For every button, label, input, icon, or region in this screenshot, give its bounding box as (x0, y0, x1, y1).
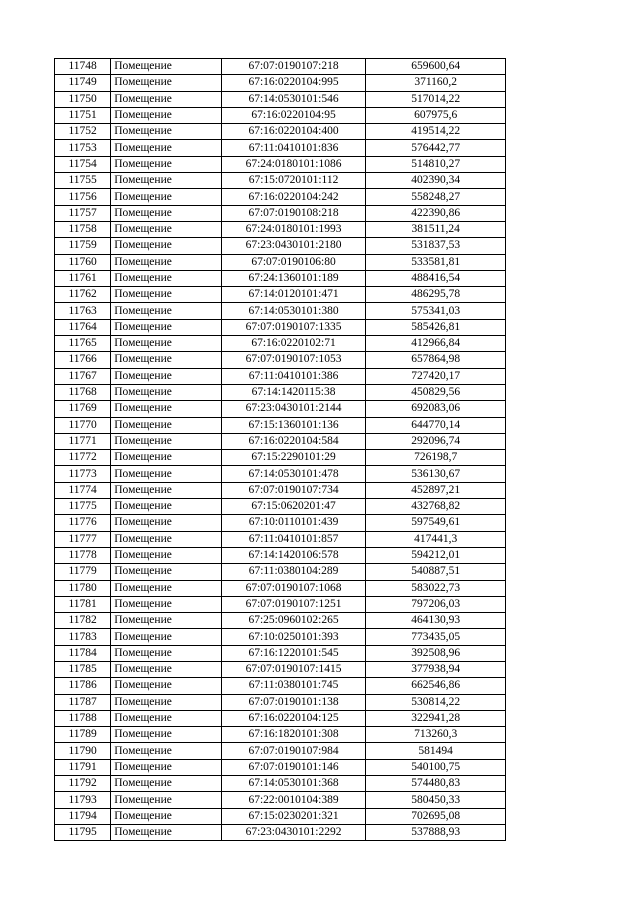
object-type-cell: Помещение (111, 515, 221, 531)
cadastral-number-cell: 67:14:0530101:368 (221, 776, 366, 792)
object-type-cell: Помещение (111, 433, 221, 449)
cadastral-number-cell: 67:16:0220104:242 (221, 189, 366, 205)
table-row (55, 710, 506, 726)
table-row (55, 661, 506, 677)
cadastral-number-cell: 67:23:0430101:2292 (221, 824, 366, 840)
object-type-cell: Помещение (111, 238, 221, 254)
cadastral-number-cell: 67:11:0380101:745 (221, 678, 366, 694)
object-type-cell: Помещение (111, 678, 221, 694)
object-type-cell: Помещение (111, 792, 221, 808)
object-type-cell: Помещение (111, 596, 221, 612)
table-row (55, 531, 506, 547)
cadastral-number-cell: 67:10:0110101:439 (221, 515, 366, 531)
cadastral-value-cell: 377938,94 (366, 661, 506, 677)
cadastral-number-cell: 67:07:0190106:80 (221, 254, 366, 270)
row-number-cell: 11766 (55, 352, 111, 368)
cadastral-value-cell: 292096,74 (366, 433, 506, 449)
cadastral-number-cell: 67:14:0530101:478 (221, 466, 366, 482)
object-type-cell: Помещение (111, 661, 221, 677)
cadastral-number-cell: 67:16:0220104:995 (221, 75, 366, 91)
object-type-cell: Помещение (111, 352, 221, 368)
table-row (55, 238, 506, 254)
cadastral-number-cell: 67:11:0410101:857 (221, 531, 366, 547)
cadastral-value-cell: 488416,54 (366, 270, 506, 286)
cadastral-number-cell: 67:25:0960102:265 (221, 613, 366, 629)
cadastral-number-cell: 67:24:1360101:189 (221, 270, 366, 286)
table-row (55, 91, 506, 107)
object-type-cell: Помещение (111, 417, 221, 433)
cadastral-number-cell: 67:16:0220104:400 (221, 124, 366, 140)
cadastral-value-cell: 464130,93 (366, 613, 506, 629)
cadastral-number-cell: 67:14:1420115:38 (221, 384, 366, 400)
table-row (55, 254, 506, 270)
cadastral-number-cell: 67:07:0190107:1335 (221, 319, 366, 335)
cadastral-value-cell: 597549,61 (366, 515, 506, 531)
object-type-cell: Помещение (111, 824, 221, 840)
row-number-cell: 11756 (55, 189, 111, 205)
cadastral-value-cell: 381511,24 (366, 221, 506, 237)
row-number-cell: 11793 (55, 792, 111, 808)
cadastral-value-cell: 537888,93 (366, 824, 506, 840)
cadastral-value-cell: 576442,77 (366, 140, 506, 156)
object-type-cell: Помещение (111, 450, 221, 466)
row-number-cell: 11763 (55, 303, 111, 319)
cadastral-value-cell: 392508,96 (366, 645, 506, 661)
cadastral-number-cell: 67:15:2290101:29 (221, 450, 366, 466)
row-number-cell: 11788 (55, 710, 111, 726)
object-type-cell: Помещение (111, 75, 221, 91)
table-row (55, 221, 506, 237)
table-row (55, 629, 506, 645)
cadastral-value-cell: 692083,06 (366, 401, 506, 417)
cadastral-value-cell: 514810,27 (366, 156, 506, 172)
table-body (55, 59, 506, 841)
row-number-cell: 11762 (55, 287, 111, 303)
cadastral-value-cell: 644770,14 (366, 417, 506, 433)
object-type-cell: Помещение (111, 124, 221, 140)
object-type-cell: Помещение (111, 580, 221, 596)
cadastral-value-cell: 531837,53 (366, 238, 506, 254)
cadastral-value-cell: 533581,81 (366, 254, 506, 270)
cadastral-number-cell: 67:07:0190107:984 (221, 743, 366, 759)
object-type-cell: Помещение (111, 189, 221, 205)
table-row (55, 270, 506, 286)
row-number-cell: 11784 (55, 645, 111, 661)
object-type-cell: Помещение (111, 270, 221, 286)
cadastral-value-cell: 322941,28 (366, 710, 506, 726)
table-row (55, 59, 506, 75)
cadastral-value-cell: 773435,05 (366, 629, 506, 645)
table-row (55, 107, 506, 123)
cadastral-number-cell: 67:14:0530101:546 (221, 91, 366, 107)
cadastral-value-cell: 702695,08 (366, 808, 506, 824)
table-row (55, 727, 506, 743)
table-row (55, 466, 506, 482)
object-type-cell: Помещение (111, 613, 221, 629)
row-number-cell: 11771 (55, 433, 111, 449)
cadastral-number-cell: 67:16:0220104:95 (221, 107, 366, 123)
cadastral-number-cell: 67:15:0720101:112 (221, 173, 366, 189)
table-row (55, 417, 506, 433)
table-row (55, 808, 506, 824)
cadastral-number-cell: 67:16:0220104:584 (221, 433, 366, 449)
cadastral-number-cell: 67:11:0410101:836 (221, 140, 366, 156)
row-number-cell: 11774 (55, 482, 111, 498)
cadastral-value-cell: 713260,3 (366, 727, 506, 743)
table-row (55, 368, 506, 384)
cadastral-number-cell: 67:07:0190108:218 (221, 205, 366, 221)
object-type-cell: Помещение (111, 287, 221, 303)
cadastral-value-cell: 575341,03 (366, 303, 506, 319)
cadastral-value-cell: 540100,75 (366, 759, 506, 775)
cadastral-number-cell: 67:16:0220102:71 (221, 336, 366, 352)
row-number-cell: 11779 (55, 564, 111, 580)
cadastral-number-cell: 67:14:0120101:471 (221, 287, 366, 303)
row-number-cell: 11772 (55, 450, 111, 466)
table-row (55, 173, 506, 189)
row-number-cell: 11773 (55, 466, 111, 482)
row-number-cell: 11789 (55, 727, 111, 743)
cadastral-value-cell: 657864,98 (366, 352, 506, 368)
table-row (55, 303, 506, 319)
cadastral-value-cell: 536130,67 (366, 466, 506, 482)
object-type-cell: Помещение (111, 694, 221, 710)
row-number-cell: 11755 (55, 173, 111, 189)
cadastral-number-cell: 67:07:0190107:1251 (221, 596, 366, 612)
row-number-cell: 11795 (55, 824, 111, 840)
object-type-cell: Помещение (111, 336, 221, 352)
row-number-cell: 11787 (55, 694, 111, 710)
cadastral-value-cell: 432768,82 (366, 499, 506, 515)
table-row (55, 189, 506, 205)
row-number-cell: 11775 (55, 499, 111, 515)
cadastral-number-cell: 67:07:0190107:1068 (221, 580, 366, 596)
row-number-cell: 11791 (55, 759, 111, 775)
table-row (55, 140, 506, 156)
cadastral-value-cell: 486295,78 (366, 287, 506, 303)
object-type-cell: Помещение (111, 629, 221, 645)
row-number-cell: 11794 (55, 808, 111, 824)
object-type-cell: Помещение (111, 808, 221, 824)
object-type-cell: Помещение (111, 173, 221, 189)
row-number-cell: 11786 (55, 678, 111, 694)
table-row (55, 564, 506, 580)
cadastral-number-cell: 67:23:0430101:2180 (221, 238, 366, 254)
table-row (55, 580, 506, 596)
object-type-cell: Помещение (111, 564, 221, 580)
cadastral-number-cell: 67:15:0230201:321 (221, 808, 366, 824)
row-number-cell: 11759 (55, 238, 111, 254)
row-number-cell: 11782 (55, 613, 111, 629)
object-type-cell: Помещение (111, 140, 221, 156)
cadastral-number-cell: 67:07:0190107:1415 (221, 661, 366, 677)
cadastral-value-cell: 662546,86 (366, 678, 506, 694)
cadastral-number-cell: 67:07:0190107:734 (221, 482, 366, 498)
object-type-cell: Помещение (111, 107, 221, 123)
row-number-cell: 11792 (55, 776, 111, 792)
cadastral-value-cell: 422390,86 (366, 205, 506, 221)
row-number-cell: 11790 (55, 743, 111, 759)
row-number-cell: 11769 (55, 401, 111, 417)
object-type-cell: Помещение (111, 759, 221, 775)
table-row (55, 547, 506, 563)
object-type-cell: Помещение (111, 254, 221, 270)
row-number-cell: 11751 (55, 107, 111, 123)
object-type-cell: Помещение (111, 319, 221, 335)
cadastral-number-cell: 67:07:0190107:218 (221, 59, 366, 75)
cadastral-number-cell: 67:11:0380104:289 (221, 564, 366, 580)
cadastral-number-cell: 67:16:1220101:545 (221, 645, 366, 661)
table-row (55, 450, 506, 466)
table-row (55, 678, 506, 694)
cadastral-value-cell: 659600,64 (366, 59, 506, 75)
cadastral-value-cell: 581494 (366, 743, 506, 759)
cadastral-value-cell: 585426,81 (366, 319, 506, 335)
object-type-cell: Помещение (111, 368, 221, 384)
cadastral-number-cell: 67:14:0530101:380 (221, 303, 366, 319)
table-row (55, 824, 506, 840)
row-number-cell: 11780 (55, 580, 111, 596)
cadastral-value-cell: 412966,84 (366, 336, 506, 352)
object-type-cell: Помещение (111, 91, 221, 107)
object-type-cell: Помещение (111, 59, 221, 75)
cadastral-number-cell: 67:10:0250101:393 (221, 629, 366, 645)
row-number-cell: 11754 (55, 156, 111, 172)
table-row (55, 336, 506, 352)
object-type-cell: Помещение (111, 384, 221, 400)
cadastral-value-cell: 417441,3 (366, 531, 506, 547)
cadastral-value-cell: 558248,27 (366, 189, 506, 205)
row-number-cell: 11761 (55, 270, 111, 286)
cadastral-number-cell: 67:07:0190101:146 (221, 759, 366, 775)
row-number-cell: 11767 (55, 368, 111, 384)
row-number-cell: 11783 (55, 629, 111, 645)
object-type-cell: Помещение (111, 205, 221, 221)
table-row (55, 743, 506, 759)
object-type-cell: Помещение (111, 645, 221, 661)
cadastral-value-cell: 583022,73 (366, 580, 506, 596)
cadastral-number-cell: 67:14:1420106:578 (221, 547, 366, 563)
row-number-cell: 11760 (55, 254, 111, 270)
cadastral-number-cell: 67:16:0220104:125 (221, 710, 366, 726)
cadastral-value-cell: 371160,2 (366, 75, 506, 91)
object-type-cell: Помещение (111, 531, 221, 547)
object-type-cell: Помещение (111, 776, 221, 792)
row-number-cell: 11776 (55, 515, 111, 531)
table-row (55, 759, 506, 775)
object-type-cell: Помещение (111, 499, 221, 515)
table-row (55, 613, 506, 629)
cadastral-value-cell: 530814,22 (366, 694, 506, 710)
cadastral-value-cell: 450829,56 (366, 384, 506, 400)
cadastral-value-cell: 594212,01 (366, 547, 506, 563)
row-number-cell: 11768 (55, 384, 111, 400)
table-row (55, 352, 506, 368)
object-type-cell: Помещение (111, 710, 221, 726)
cadastral-value-cell: 452897,21 (366, 482, 506, 498)
object-type-cell: Помещение (111, 482, 221, 498)
row-number-cell: 11785 (55, 661, 111, 677)
property-registry-table (54, 58, 506, 841)
cadastral-number-cell: 67:22:0010104:389 (221, 792, 366, 808)
object-type-cell: Помещение (111, 727, 221, 743)
cadastral-number-cell: 67:23:0430101:2144 (221, 401, 366, 417)
row-number-cell: 11752 (55, 124, 111, 140)
row-number-cell: 11749 (55, 75, 111, 91)
cadastral-value-cell: 419514,22 (366, 124, 506, 140)
table-row (55, 645, 506, 661)
row-number-cell: 11753 (55, 140, 111, 156)
table-row (55, 205, 506, 221)
row-number-cell: 11770 (55, 417, 111, 433)
table-row (55, 792, 506, 808)
row-number-cell: 11748 (55, 59, 111, 75)
cadastral-number-cell: 67:07:0190101:138 (221, 694, 366, 710)
cadastral-value-cell: 726198,7 (366, 450, 506, 466)
cadastral-value-cell: 517014,22 (366, 91, 506, 107)
cadastral-number-cell: 67:15:1360101:136 (221, 417, 366, 433)
table-row (55, 499, 506, 515)
table-row (55, 401, 506, 417)
cadastral-value-cell: 402390,34 (366, 173, 506, 189)
table-row (55, 384, 506, 400)
table-row (55, 482, 506, 498)
cadastral-number-cell: 67:15:0620201:47 (221, 499, 366, 515)
cadastral-value-cell: 580450,33 (366, 792, 506, 808)
row-number-cell: 11765 (55, 336, 111, 352)
row-number-cell: 11778 (55, 547, 111, 563)
cadastral-value-cell: 607975,6 (366, 107, 506, 123)
object-type-cell: Помещение (111, 303, 221, 319)
cadastral-number-cell: 67:24:0180101:1993 (221, 221, 366, 237)
row-number-cell: 11750 (55, 91, 111, 107)
object-type-cell: Помещение (111, 466, 221, 482)
table-row (55, 515, 506, 531)
cadastral-value-cell: 574480,83 (366, 776, 506, 792)
object-type-cell: Помещение (111, 221, 221, 237)
cadastral-value-cell: 540887,51 (366, 564, 506, 580)
row-number-cell: 11764 (55, 319, 111, 335)
table-row (55, 156, 506, 172)
cadastral-value-cell: 797206,03 (366, 596, 506, 612)
table-row (55, 776, 506, 792)
cadastral-number-cell: 67:07:0190107:1053 (221, 352, 366, 368)
table-row (55, 596, 506, 612)
cadastral-number-cell: 67:24:0180101:1086 (221, 156, 366, 172)
object-type-cell: Помещение (111, 743, 221, 759)
table-row (55, 319, 506, 335)
object-type-cell: Помещение (111, 401, 221, 417)
object-type-cell: Помещение (111, 156, 221, 172)
table-row (55, 287, 506, 303)
row-number-cell: 11757 (55, 205, 111, 221)
row-number-cell: 11758 (55, 221, 111, 237)
table-row (55, 75, 506, 91)
table-row (55, 124, 506, 140)
cadastral-number-cell: 67:11:0410101:386 (221, 368, 366, 384)
cadastral-value-cell: 727420,17 (366, 368, 506, 384)
document-page (54, 58, 506, 841)
table-row (55, 694, 506, 710)
cadastral-number-cell: 67:16:1820101:308 (221, 727, 366, 743)
object-type-cell: Помещение (111, 547, 221, 563)
table-row (55, 433, 506, 449)
row-number-cell: 11781 (55, 596, 111, 612)
row-number-cell: 11777 (55, 531, 111, 547)
